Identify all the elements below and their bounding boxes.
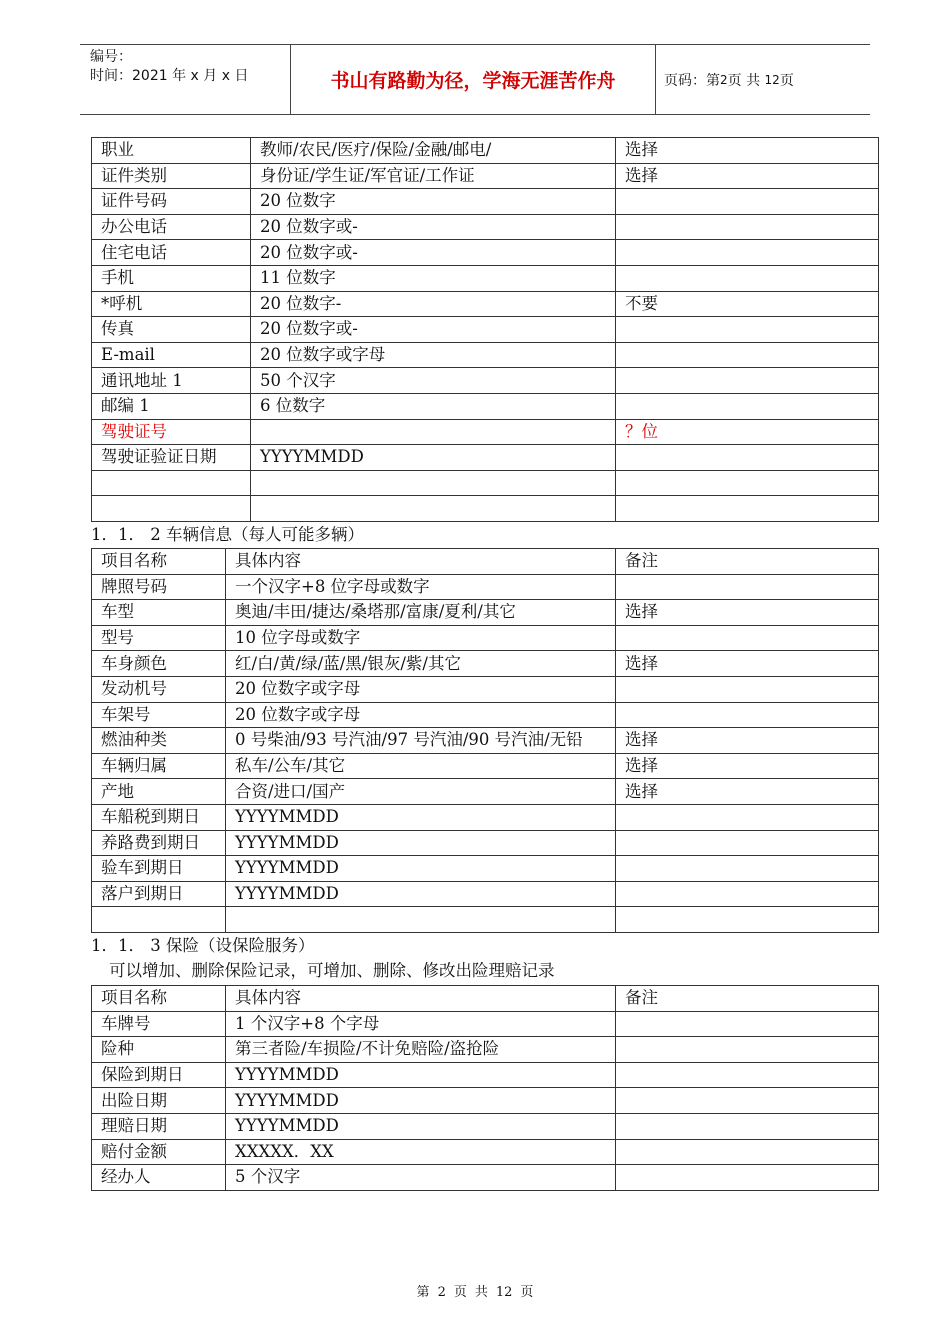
table-cell: 保险到期日 xyxy=(92,1062,226,1088)
table-cell xyxy=(226,907,616,933)
table-row xyxy=(92,804,879,830)
table-cell xyxy=(616,702,879,728)
table-cell xyxy=(616,856,879,882)
table-cell xyxy=(616,265,879,291)
table-cell xyxy=(251,419,616,445)
table-cell xyxy=(616,1113,879,1139)
table-cell: 选择 xyxy=(616,651,879,677)
footer-total: 12 xyxy=(495,1285,513,1300)
table-cell: 第三者险/车损险/不计免赔险/盗抢险 xyxy=(226,1037,616,1063)
table-cell: YYYYMMDD xyxy=(226,804,616,830)
table-cell: 车牌号 xyxy=(92,1011,226,1037)
table-cell xyxy=(616,1037,879,1063)
table-cell: 0 号柴油/93 号汽油/97 号汽油/90 号汽油/无铅 xyxy=(226,728,616,754)
table-header-row xyxy=(92,549,879,575)
table-cell xyxy=(616,907,879,933)
table-cell xyxy=(616,317,879,343)
table-cell: 选择 xyxy=(616,600,879,626)
table-cell: 证件号码 xyxy=(92,189,251,215)
header-page-info xyxy=(664,45,794,114)
table-row xyxy=(92,138,879,164)
table-row xyxy=(92,702,879,728)
table-row xyxy=(92,189,879,215)
table-cell: 选择 xyxy=(616,163,879,189)
table-cell: 燃油种类 xyxy=(92,728,226,754)
insurance-info-body xyxy=(92,986,879,1191)
table-cell: 车型 xyxy=(92,600,226,626)
footer-total-label: 共 xyxy=(474,1285,488,1300)
table-row xyxy=(92,1011,879,1037)
doc-time-label: 时间：2021 年 x 月 x 日 xyxy=(90,68,249,84)
table-cell: 产地 xyxy=(92,779,226,805)
table-cell: 赔付金额 xyxy=(92,1139,226,1165)
table-cell xyxy=(616,393,879,419)
table-cell xyxy=(616,804,879,830)
table-cell: 一个汉字+8 位字母或数字 xyxy=(226,574,616,600)
table-cell: 20 位数字- xyxy=(251,291,616,317)
table-cell xyxy=(251,470,616,496)
table-cell xyxy=(616,1088,879,1114)
table-cell xyxy=(616,676,879,702)
footer-page-unit: 页 xyxy=(453,1285,467,1300)
table-cell: 型号 xyxy=(92,625,226,651)
table-cell: 1 个汉字+8 个字母 xyxy=(226,1011,616,1037)
table-cell: YYYYMMDD xyxy=(226,856,616,882)
table-cell: 车身颜色 xyxy=(92,651,226,677)
table-cell: 备注 xyxy=(616,986,879,1012)
table-row xyxy=(92,240,879,266)
table-cell xyxy=(616,830,879,856)
table-cell: 合资/进口/国产 xyxy=(226,779,616,805)
page-number: 2 xyxy=(720,72,728,87)
table-row xyxy=(92,728,879,754)
table-row xyxy=(92,419,879,445)
table-cell: 20 位数字或- xyxy=(251,317,616,343)
table-cell: 教师/农民/医疗/保险/金融/邮电/ xyxy=(251,138,616,164)
table-row xyxy=(92,753,879,779)
table-cell xyxy=(92,470,251,496)
table-cell: 红/白/黄/绿/蓝/黑/银灰/紫/其它 xyxy=(226,651,616,677)
table-row xyxy=(92,651,879,677)
table-row xyxy=(92,342,879,368)
table-row xyxy=(92,1062,879,1088)
table-cell: *呼机 xyxy=(92,291,251,317)
table-cell: 20 位数字或字母 xyxy=(251,342,616,368)
table-cell: 通讯地址 1 xyxy=(92,368,251,394)
table-row xyxy=(92,368,879,394)
table-cell xyxy=(92,907,226,933)
table-cell: 车船税到期日 xyxy=(92,804,226,830)
table-cell: 车辆归属 xyxy=(92,753,226,779)
table-cell xyxy=(616,574,879,600)
table-cell: 20 位数字或字母 xyxy=(226,676,616,702)
table-cell: 私车/公车/其它 xyxy=(226,753,616,779)
table-cell: 办公电话 xyxy=(92,214,251,240)
header-slogan-box xyxy=(290,45,656,114)
table-row xyxy=(92,317,879,343)
table-row xyxy=(92,470,879,496)
table-cell: 项目名称 xyxy=(92,986,226,1012)
table-cell: 养路费到期日 xyxy=(92,830,226,856)
table-cell: 20 位数字或- xyxy=(251,214,616,240)
header-meta xyxy=(90,48,248,86)
table-row xyxy=(92,1037,879,1063)
table-cell: 选择 xyxy=(616,728,879,754)
personal-info-body xyxy=(92,138,879,522)
table-cell: 验车到期日 xyxy=(92,856,226,882)
table-cell: 20 位数字或- xyxy=(251,240,616,266)
table-cell xyxy=(616,240,879,266)
table-cell: 车架号 xyxy=(92,702,226,728)
table-cell: 具体内容 xyxy=(226,549,616,575)
table-cell: 6 位数字 xyxy=(251,393,616,419)
table-cell: YYYYMMDD xyxy=(251,445,616,471)
table-cell: ？位 xyxy=(616,419,879,445)
table-cell: 选择 xyxy=(616,753,879,779)
table-row xyxy=(92,574,879,600)
page-total: 12 xyxy=(764,72,780,87)
table-row xyxy=(92,393,879,419)
table-row xyxy=(92,881,879,907)
table-row xyxy=(92,214,879,240)
doc-number-label: 编号： xyxy=(90,49,132,65)
table-row xyxy=(92,1088,879,1114)
personal-info-table xyxy=(91,137,879,522)
table-row xyxy=(92,265,879,291)
table-cell: 项目名称 xyxy=(92,549,226,575)
table-cell: 驾驶证号 xyxy=(92,419,251,445)
footer-page: 2 xyxy=(437,1285,446,1300)
table-row xyxy=(92,676,879,702)
table-cell: 奥迪/丰田/捷达/桑塔那/富康/夏利/其它 xyxy=(226,600,616,626)
table-cell: 传真 xyxy=(92,317,251,343)
table-cell: 经办人 xyxy=(92,1165,226,1191)
insurance-info-table xyxy=(91,985,879,1191)
table-cell: YYYYMMDD xyxy=(226,830,616,856)
table-cell: 证件类别 xyxy=(92,163,251,189)
table-cell: 职业 xyxy=(92,138,251,164)
table-cell xyxy=(616,1011,879,1037)
table-row xyxy=(92,163,879,189)
table-cell xyxy=(92,496,251,522)
vehicle-info-table xyxy=(91,548,879,933)
page-mid: 页 共 xyxy=(727,72,761,89)
section-insurance-desc: 可以增加、删除保险记录，可增加、删除、修改出险理赔记录 xyxy=(109,961,555,980)
table-cell: XXXXX．XX xyxy=(226,1139,616,1165)
table-row xyxy=(92,625,879,651)
table-row xyxy=(92,856,879,882)
table-row xyxy=(92,496,879,522)
table-cell: E-mail xyxy=(92,342,251,368)
vehicle-info-body xyxy=(92,549,879,933)
table-cell xyxy=(616,881,879,907)
table-cell: 选择 xyxy=(616,138,879,164)
table-cell: 具体内容 xyxy=(226,986,616,1012)
footer-prefix: 第 xyxy=(416,1285,430,1300)
table-cell xyxy=(251,496,616,522)
table-cell: YYYYMMDD xyxy=(226,1113,616,1139)
table-row xyxy=(92,1113,879,1139)
table-cell xyxy=(616,1139,879,1165)
table-cell: 驾驶证验证日期 xyxy=(92,445,251,471)
table-cell xyxy=(616,214,879,240)
page-end: 页 xyxy=(779,72,794,89)
page-header xyxy=(80,44,870,115)
table-cell: YYYYMMDD xyxy=(226,881,616,907)
table-cell: 邮编 1 xyxy=(92,393,251,419)
table-cell xyxy=(616,625,879,651)
table-cell: 住宅电话 xyxy=(92,240,251,266)
table-row xyxy=(92,907,879,933)
table-header-row xyxy=(92,986,879,1012)
table-row xyxy=(92,600,879,626)
header-slogan: 书山有路勤为径，学海无涯苦作舟 xyxy=(330,70,616,92)
table-cell: 50 个汉字 xyxy=(251,368,616,394)
table-row xyxy=(92,1139,879,1165)
table-row xyxy=(92,445,879,471)
table-cell xyxy=(616,496,879,522)
table-cell: YYYYMMDD xyxy=(226,1088,616,1114)
table-cell xyxy=(616,1165,879,1191)
section-insurance-title: 1．1． 3 保险（设保险服务） xyxy=(91,936,315,955)
table-cell: 身份证/学生证/军官证/工作证 xyxy=(251,163,616,189)
table-row xyxy=(92,830,879,856)
table-cell: 落户到期日 xyxy=(92,881,226,907)
table-cell: 发动机号 xyxy=(92,676,226,702)
table-cell: YYYYMMDD xyxy=(226,1062,616,1088)
table-cell: 不要 xyxy=(616,291,879,317)
table-cell: 20 位数字 xyxy=(251,189,616,215)
table-cell xyxy=(616,445,879,471)
table-row xyxy=(92,1165,879,1191)
table-cell: 手机 xyxy=(92,265,251,291)
table-cell xyxy=(616,189,879,215)
table-cell xyxy=(616,368,879,394)
table-cell: 5 个汉字 xyxy=(226,1165,616,1191)
section-vehicle-title: 1．1． 2 车辆信息（每人可能多辆） xyxy=(91,525,364,544)
table-cell: 备注 xyxy=(616,549,879,575)
table-cell xyxy=(616,470,879,496)
footer-total-unit: 页 xyxy=(520,1285,534,1300)
table-cell: 牌照号码 xyxy=(92,574,226,600)
page-label: 页码：第 xyxy=(664,72,720,89)
table-cell: 20 位数字或字母 xyxy=(226,702,616,728)
table-cell: 11 位数字 xyxy=(251,265,616,291)
table-cell: 出险日期 xyxy=(92,1088,226,1114)
page-footer xyxy=(0,1281,950,1300)
table-cell: 10 位字母或数字 xyxy=(226,625,616,651)
table-cell: 险种 xyxy=(92,1037,226,1063)
table-cell: 理赔日期 xyxy=(92,1113,226,1139)
table-cell xyxy=(616,1062,879,1088)
table-cell: 选择 xyxy=(616,779,879,805)
table-row xyxy=(92,291,879,317)
table-cell xyxy=(616,342,879,368)
table-row xyxy=(92,779,879,805)
